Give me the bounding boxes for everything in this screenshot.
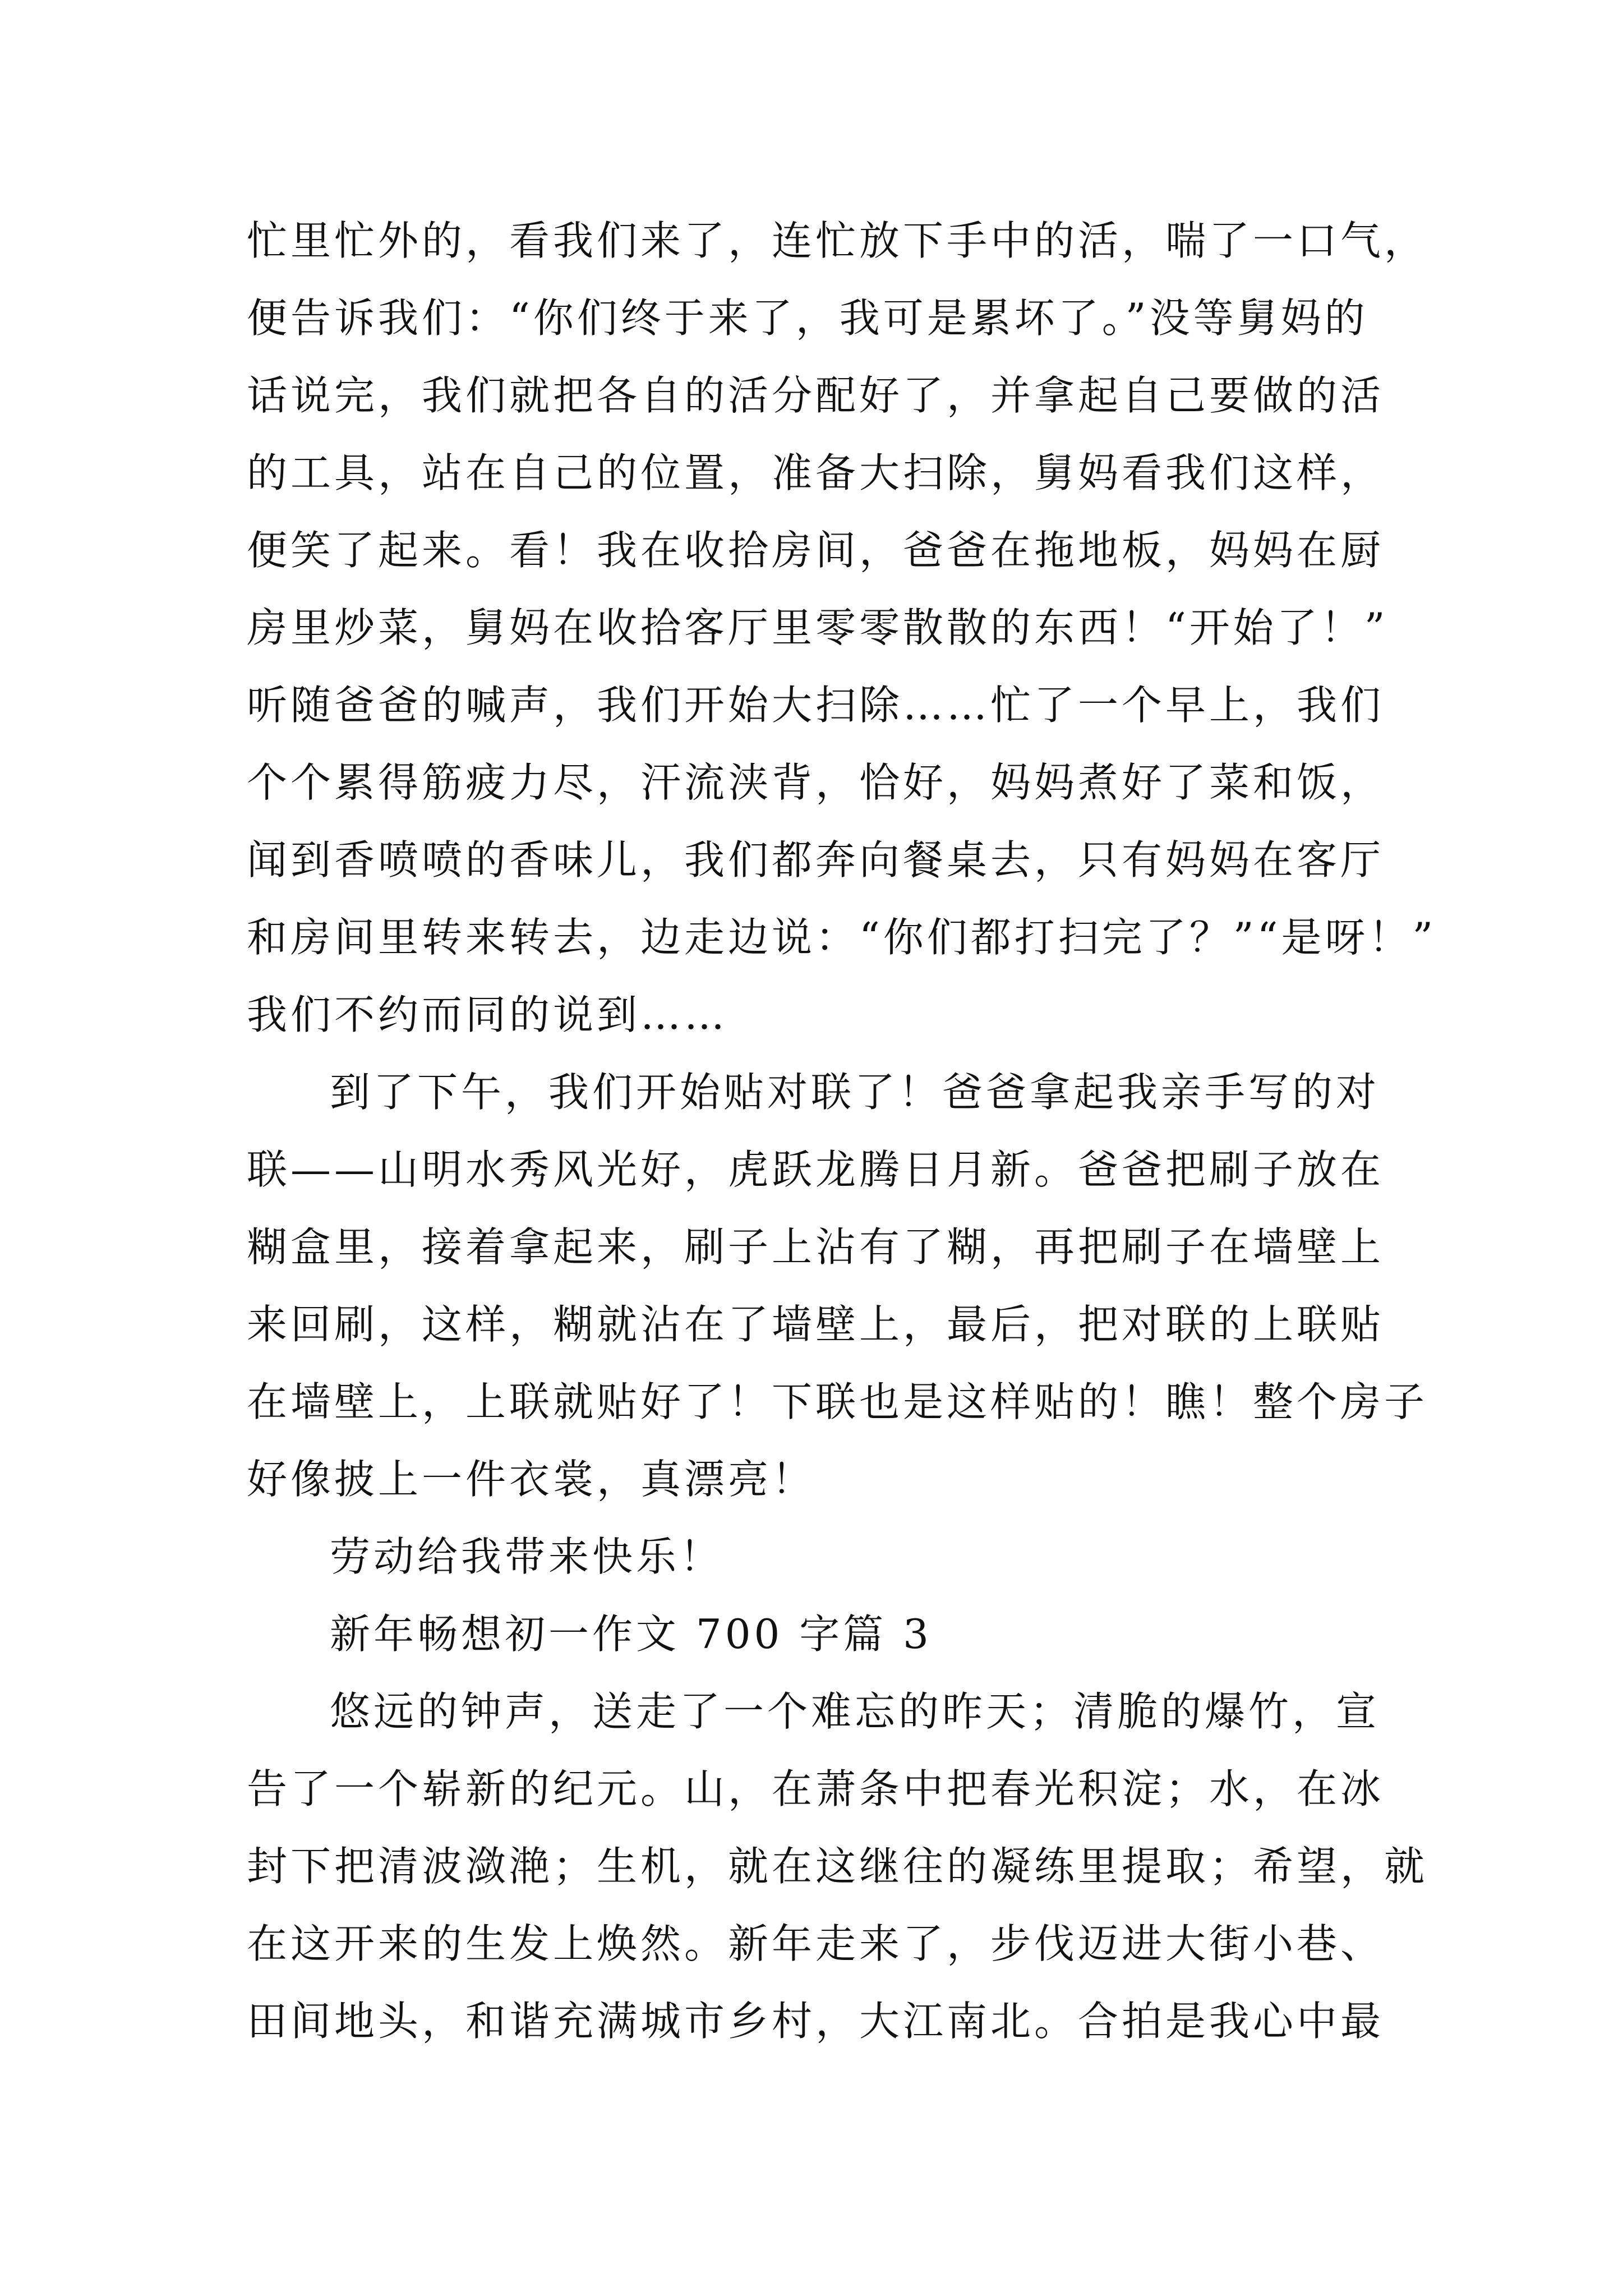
text-line: 我们不约而同的说到…… [247,991,728,1038]
text-line: 和房间里转来转去，边走边说：“你们都打扫完了？”“是呀！” [247,914,1437,961]
paragraph-start-line: 悠远的钟声，送走了一个难忘的昨天；清脆的爆竹，宣 [330,1688,1380,1735]
text-line: 闻到香喷喷的香味儿，我们都奔向餐桌去，只有妈妈在客厅 [247,836,1385,884]
text-line: 在墙壁上，上联就贴好了！下联也是这样贴的！瞧！整个房子 [247,1378,1428,1425]
text-line: 来回刷，这样，糊就沾在了墙壁上，最后，把对联的上联贴 [247,1301,1385,1348]
section-heading: 新年畅想初一作文 700 字篇 3 [330,1611,932,1658]
text-line: 便告诉我们：“你们终于来了，我可是累坏了。”没等舅妈的 [247,295,1368,342]
essay-body [247,202,1437,2060]
paragraph-line: 劳动给我带来快乐！ [330,1533,724,1580]
text-line: 的工具，站在自己的位置，准备大扫除，舅妈看我们这样， [247,449,1385,496]
paragraph-start-line: 到了下午，我们开始贴对联了！爸爸拿起我亲手写的对 [330,1069,1380,1116]
text-line: 个个累得筋疲力尽，汗流浃背，恰好，妈妈煮好了菜和饭， [247,759,1385,806]
text-line: 联——山明水秀风光好，虎跃龙腾日月新。爸爸把刷子放在 [247,1146,1385,1193]
text-line: 听随爸爸的喊声，我们开始大扫除……忙了一个早上，我们 [247,682,1385,729]
text-line: 话说完，我们就把各自的活分配好了，并拿起自己要做的活 [247,372,1385,419]
text-line: 封下把清波潋滟；生机，就在这继往的凝练里提取；希望，就 [247,1843,1428,1890]
text-line: 房里炒菜，舅妈在收拾客厅里零零散散的东西！“开始了！” [247,604,1389,651]
text-line: 好像披上一件衣裳，真漂亮！ [247,1456,816,1503]
text-line: 告了一个崭新的纪元。山，在萧条中把春光积淀；水，在冰 [247,1765,1385,1812]
text-line: 糊盒里，接着拿起来，刷子上沾有了糊，再把刷子在墙壁上 [247,1223,1385,1271]
text-line: 忙里忙外的，看我们来了，连忙放下手中的活，喘了一口气， [247,217,1428,264]
text-line: 田间地头，和谐充满城市乡村，大江南北。合拍是我心中最 [247,1998,1385,2045]
text-line: 便笑了起来。看！我在收拾房间，爸爸在拖地板，妈妈在厨 [247,527,1385,574]
text-line: 在这开来的生发上焕然。新年走来了，步伐迈进大街小巷、 [247,1920,1385,1967]
